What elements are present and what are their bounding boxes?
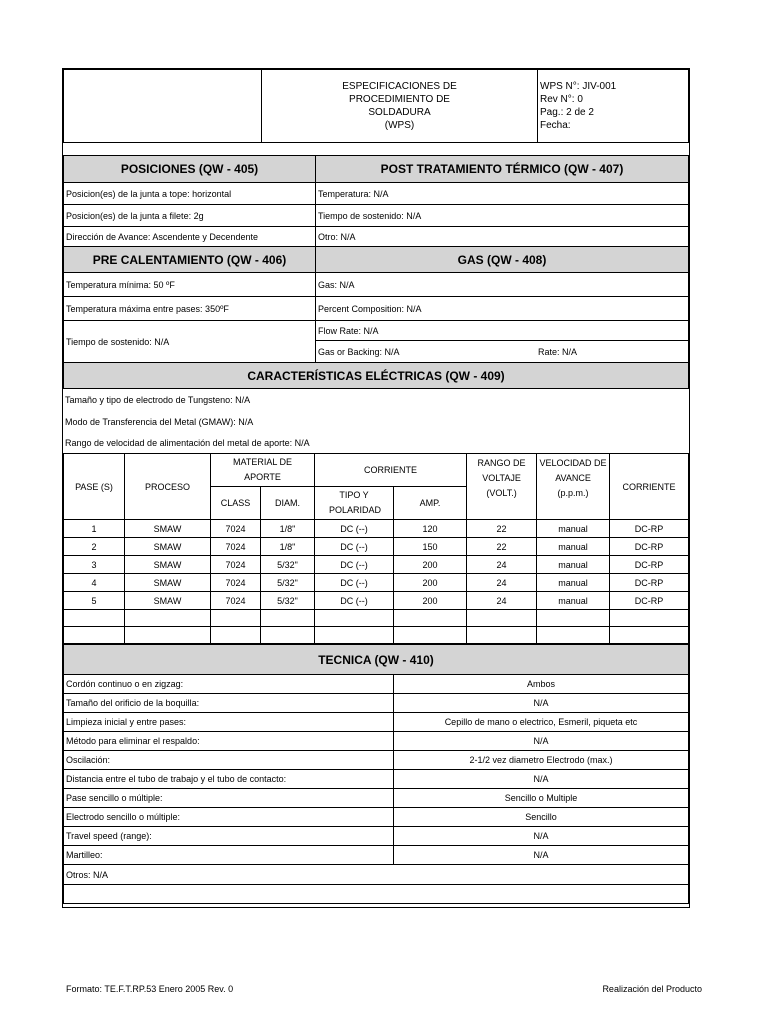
header-tipo: TIPO Y POLARIDAD	[315, 487, 394, 520]
gas-rate: Rate: N/A	[538, 346, 578, 357]
header-velocidad-unit: (p.p.m.)	[557, 488, 589, 498]
page-number: Pag.: 2 de 2	[540, 107, 594, 118]
cell-velocidad: manual	[537, 520, 610, 538]
cell-pase: 2	[64, 538, 125, 556]
electricas-lines	[63, 389, 689, 453]
post-temperatura: Temperatura: N/A	[316, 183, 689, 205]
wps-number: WPS N°: JIV-001	[540, 81, 617, 92]
title-line: (WPS)	[384, 120, 415, 131]
cell-class: 7024	[211, 592, 261, 610]
cell-corriente: DC-RP	[610, 574, 689, 592]
cell-velocidad: manual	[537, 556, 610, 574]
post-otro: Otro: N/A	[316, 227, 689, 247]
tecnica-value: N/A	[394, 770, 689, 789]
title-line: ESPECIFICACIONES DE	[342, 81, 457, 92]
cell-tipo: DC (--)	[315, 574, 394, 592]
cell-voltaje: 24	[467, 574, 537, 592]
header-table	[63, 69, 689, 143]
pre-tiempo: Tiempo de sostenido: N/A	[64, 321, 316, 363]
title-line: PROCEDIMIENTO DE	[349, 94, 450, 105]
post-tratamiento-heading: POST TRATAMIENTO TÉRMICO (QW - 407)	[316, 156, 689, 183]
table-row	[64, 556, 689, 574]
tecnica-label: Distancia entre el tubo de trabajo y el tubo de contacto:	[64, 770, 394, 789]
cell-tipo: DC (--)	[315, 556, 394, 574]
table-row	[64, 592, 689, 610]
cell-corriente: DC-RP	[610, 520, 689, 538]
pass-table	[63, 453, 689, 644]
gas-value: Gas: N/A	[316, 273, 689, 297]
pre-temp-maxima: Temperatura máxima entre pases: 350ºF	[64, 297, 316, 321]
table-row	[64, 520, 689, 538]
cell-voltaje: 24	[467, 592, 537, 610]
document-page	[62, 68, 690, 908]
cell-velocidad: manual	[537, 592, 610, 610]
tecnica-label: Limpieza inicial y entre pases:	[64, 713, 394, 732]
cell-velocidad: manual	[537, 538, 610, 556]
cell-corriente: DC-RP	[610, 556, 689, 574]
cell-tipo: DC (--)	[315, 592, 394, 610]
tecnica-label: Cordón continuo o en zigzag:	[64, 675, 394, 694]
tecnica-value: 2-1/2 vez diametro Electrodo (max.)	[394, 751, 689, 770]
electrodo-tungsteno: Tamaño y tipo de electrodo de Tungsteno: N/A	[65, 395, 251, 405]
cell-voltaje: 24	[467, 556, 537, 574]
tecnica-label: Travel speed (range):	[64, 827, 394, 846]
cell-corriente: DC-RP	[610, 592, 689, 610]
tecnica-label: Tamaño del orificio de la boquilla:	[64, 694, 394, 713]
tecnica-value: N/A	[394, 694, 689, 713]
tecnica-label: Electrodo sencillo o múltiple:	[64, 808, 394, 827]
pre-temp-minima: Temperatura mínima: 50 ºF	[64, 273, 316, 297]
cell-amp: 200	[394, 556, 467, 574]
header-class: CLASS	[211, 487, 261, 520]
tecnica-value: Cepillo de mano o electrico, Esmeril, piqueta etc	[394, 713, 689, 732]
table-row	[64, 538, 689, 556]
posicion-tope: Posicion(es) de la junta a tope: horizontal	[64, 183, 316, 205]
cell-amp: 150	[394, 538, 467, 556]
tecnica-label: Pase sencillo o múltiple:	[64, 789, 394, 808]
post-tiempo: Tiempo de sostenido: N/A	[316, 205, 689, 227]
header-voltaje	[467, 454, 537, 520]
header-corriente: CORRIENTE	[610, 454, 689, 520]
rango-velocidad: Rango de velocidad de alimentación del metal de aporte: N/A	[65, 438, 310, 448]
footer-left: Formato: TE.F.T.RP.53 Enero 2005 Rev. 0	[66, 984, 234, 994]
document-title	[262, 70, 538, 143]
cell-amp: 120	[394, 520, 467, 538]
header-voltaje-label: RANGO DE VOLTAJE	[477, 458, 526, 483]
cell-velocidad: manual	[537, 574, 610, 592]
header-voltaje-unit: (VOLT.)	[486, 488, 517, 498]
cell-diam: 5/32"	[261, 556, 315, 574]
cell-pase: 4	[64, 574, 125, 592]
tecnica-value: N/A	[394, 827, 689, 846]
header-pase: PASE (S)	[64, 454, 125, 520]
header-diam: DIAM.	[261, 487, 315, 520]
tecnica-value: Sencillo o Multiple	[394, 789, 689, 808]
cell-pase: 5	[64, 592, 125, 610]
gas-backing-row	[316, 341, 689, 363]
tecnica-otros: Otros: N/A	[64, 865, 689, 885]
tecnica-value: N/A	[394, 846, 689, 865]
cell-tipo: DC (--)	[315, 520, 394, 538]
tecnica-value: Sencillo	[394, 808, 689, 827]
header-velocidad-label: VELOCIDAD DE AVANCE	[539, 458, 607, 483]
cell-tipo: DC (--)	[315, 538, 394, 556]
electricas-heading: CARACTERÍSTICAS ELÉCTRICAS (QW - 409)	[64, 363, 689, 389]
logo-cell	[64, 70, 262, 143]
posiciones-heading: POSICIONES (QW - 405)	[64, 156, 316, 183]
header-amp: AMP.	[394, 487, 467, 520]
date-label: Fecha:	[540, 120, 571, 131]
cell-proceso: SMAW	[125, 574, 211, 592]
pre-calentamiento-heading: PRE CALENTAMIENTO (QW - 406)	[64, 247, 316, 273]
table-row-empty	[64, 610, 689, 627]
tecnica-label: Martilleo:	[64, 846, 394, 865]
tecnica-row	[64, 713, 689, 732]
cell-amp: 200	[394, 592, 467, 610]
tecnica-table	[63, 644, 689, 904]
cell-diam: 5/32"	[261, 574, 315, 592]
revision-number: Rev N°: 0	[540, 94, 583, 105]
footer-right: Realización del Producto	[602, 984, 702, 994]
tecnica-row	[64, 827, 689, 846]
tecnica-value: Ambos	[394, 675, 689, 694]
tecnica-row	[64, 732, 689, 751]
gas-heading: GAS (QW - 408)	[316, 247, 689, 273]
cell-class: 7024	[211, 538, 261, 556]
tecnica-row	[64, 694, 689, 713]
table-row-empty	[64, 627, 689, 644]
posicion-filete: Posicion(es) de la junta a filete: 2g	[64, 205, 316, 227]
cell-amp: 200	[394, 574, 467, 592]
cell-class: 7024	[211, 556, 261, 574]
gas-flow: Flow Rate: N/A	[316, 321, 689, 341]
header-material: MATERIAL DE APORTE	[211, 454, 315, 487]
gas-backing: Gas or Backing: N/A	[318, 346, 400, 357]
tecnica-row	[64, 751, 689, 770]
cell-diam: 1/8"	[261, 520, 315, 538]
tecnica-blank-row	[64, 885, 689, 904]
cell-pase: 1	[64, 520, 125, 538]
tecnica-label: Oscilación:	[64, 751, 394, 770]
tecnica-label: Método para eliminar el respaldo:	[64, 732, 394, 751]
cell-diam: 1/8"	[261, 538, 315, 556]
tecnica-row	[64, 789, 689, 808]
cell-proceso: SMAW	[125, 520, 211, 538]
header-corriente-group: CORRIENTE	[315, 454, 467, 487]
cell-proceso: SMAW	[125, 556, 211, 574]
cell-pase: 3	[64, 556, 125, 574]
tecnica-row	[64, 675, 689, 694]
tecnica-value: N/A	[394, 732, 689, 751]
header-velocidad	[537, 454, 610, 520]
tecnica-row	[64, 770, 689, 789]
gas-percent: Percent Composition: N/A	[316, 297, 689, 321]
cell-class: 7024	[211, 574, 261, 592]
modo-transferencia: Modo de Transferencia del Metal (GMAW): N/A	[65, 417, 254, 427]
cell-class: 7024	[211, 520, 261, 538]
direccion-avance: Dirección de Avance: Ascendente y Decendente	[64, 227, 316, 247]
tecnica-heading: TECNICA (QW - 410)	[64, 645, 689, 675]
cell-voltaje: 22	[467, 538, 537, 556]
tecnica-row	[64, 808, 689, 827]
cell-proceso: SMAW	[125, 538, 211, 556]
header-proceso: PROCESO	[125, 454, 211, 520]
cell-voltaje: 22	[467, 520, 537, 538]
cell-corriente: DC-RP	[610, 538, 689, 556]
title-line: SOLDADURA	[368, 107, 431, 118]
cell-proceso: SMAW	[125, 592, 211, 610]
cell-diam: 5/32"	[261, 592, 315, 610]
table-row	[64, 574, 689, 592]
tecnica-row	[64, 846, 689, 865]
wps-info	[538, 70, 689, 143]
sections-table	[63, 155, 689, 389]
